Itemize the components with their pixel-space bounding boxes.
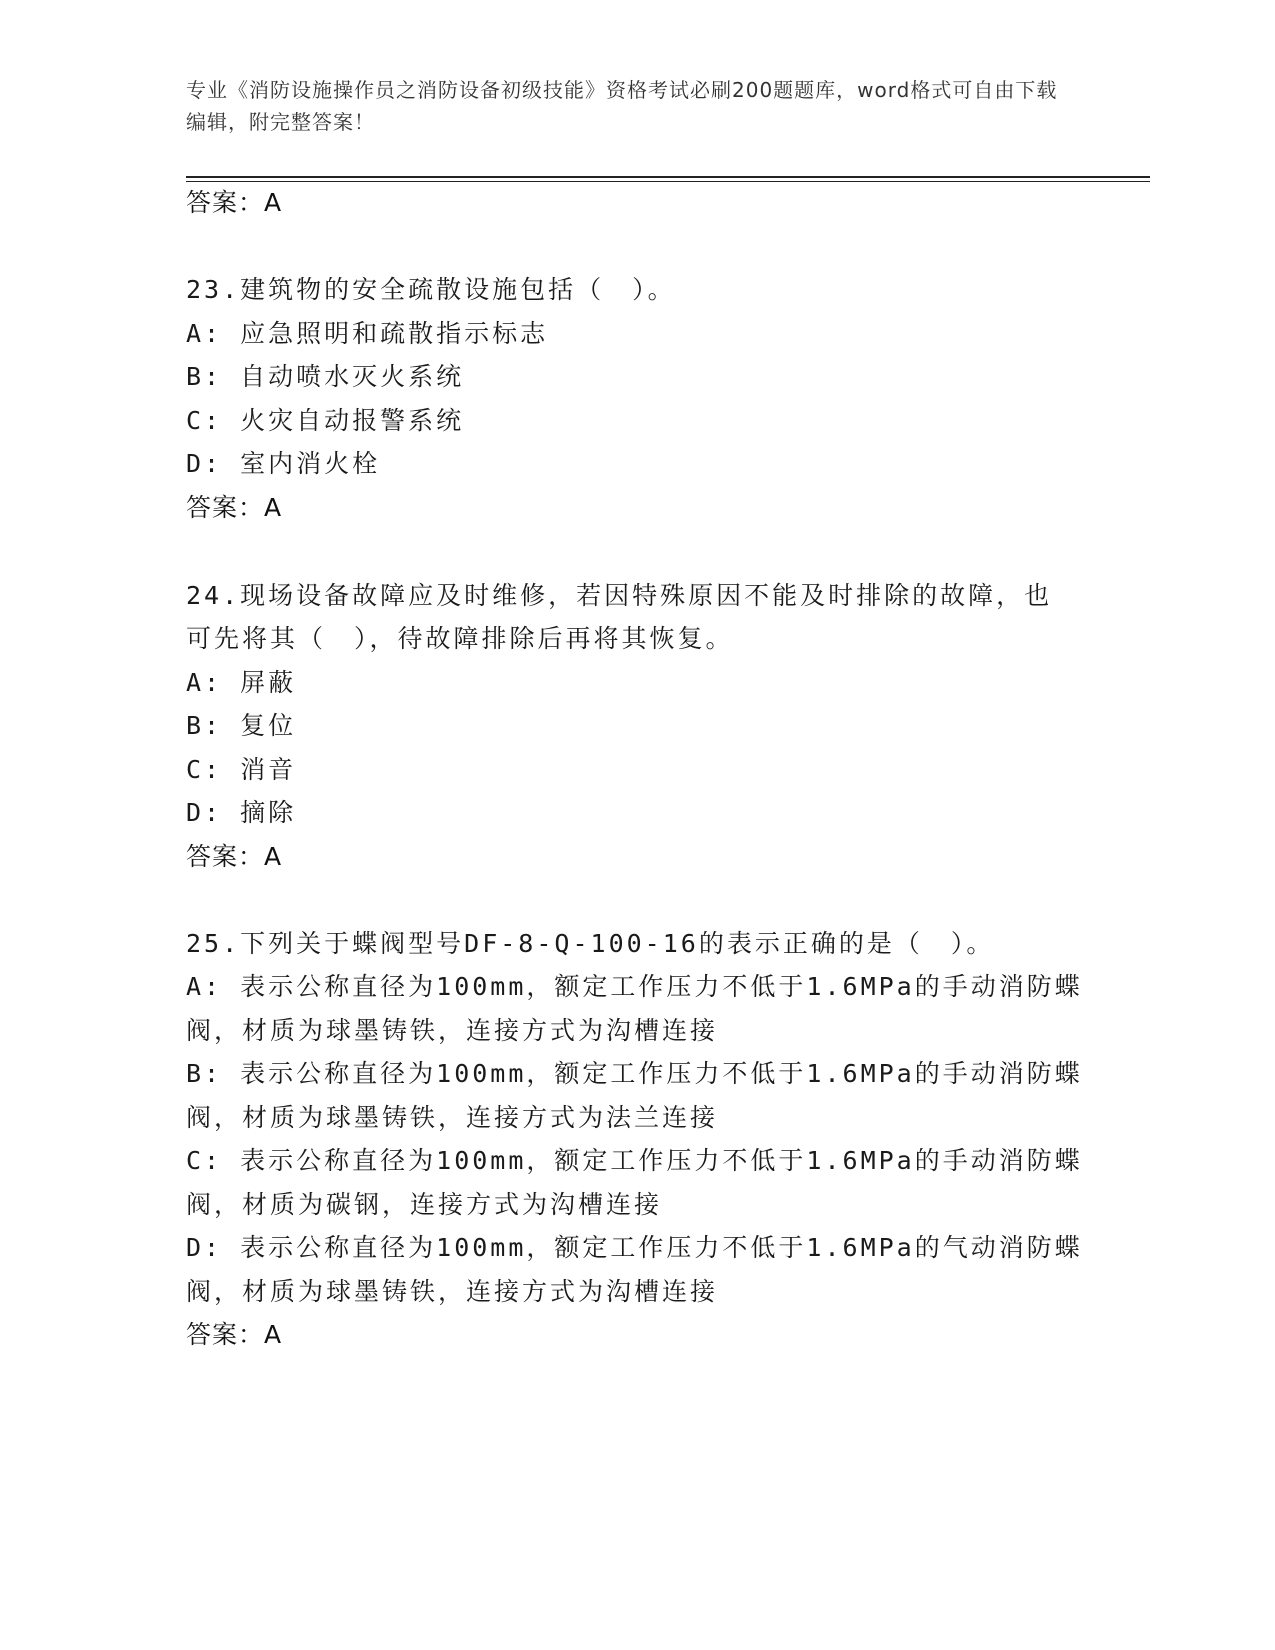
question-25-option-a-line-1: A: 表示公称直径为100mm，额定工作压力不低于1.6MPa的手动消防蝶 bbox=[186, 972, 1083, 1001]
question-24-option-b: B: 复位 bbox=[186, 711, 297, 740]
question-25-option-b-line-1: B: 表示公称直径为100mm，额定工作压力不低于1.6MPa的手动消防蝶 bbox=[186, 1059, 1083, 1088]
header-divider-thin bbox=[186, 181, 1150, 182]
question-25-stem: 25.下列关于蝶阀型号DF-8-Q-100-16的表示正确的是（ ）。 bbox=[186, 929, 995, 958]
question-25-option-d-line-1: D: 表示公称直径为100mm，额定工作压力不低于1.6MPa的气动消防蝶 bbox=[186, 1233, 1083, 1262]
question-25-option-b-line-2: 阀，材质为球墨铸铁，连接方式为法兰连接 bbox=[186, 1103, 719, 1132]
question-23-option-d: D: 室内消火栓 bbox=[186, 449, 381, 478]
question-24-stem-line-1: 24.现场设备故障应及时维修，若因特殊原因不能及时排除的故障，也 bbox=[186, 581, 1053, 610]
question-23-answer: 答案：A bbox=[186, 493, 283, 522]
question-23-stem: 23.建筑物的安全疏散设施包括（ ）。 bbox=[186, 275, 676, 304]
question-25-option-d-line-2: 阀，材质为球墨铸铁，连接方式为沟槽连接 bbox=[186, 1277, 719, 1306]
question-23-option-b: B: 自动喷水灭火系统 bbox=[186, 362, 465, 391]
question-24-option-c: C: 消音 bbox=[186, 755, 297, 784]
question-23-option-c: C: 火灾自动报警系统 bbox=[186, 406, 465, 435]
question-24-option-a: A: 屏蔽 bbox=[186, 668, 297, 697]
question-24-option-d: D: 摘除 bbox=[186, 798, 297, 827]
document-header: 专业《消防设施操作员之消防设备初级技能》资格考试必刷200题题库，word格式可自由下载编辑，附完整答案！ bbox=[186, 78, 1058, 134]
question-25-option-c-line-2: 阀，材质为碳钢，连接方式为沟槽连接 bbox=[186, 1190, 663, 1219]
question-25-option-a-line-2: 阀，材质为球墨铸铁，连接方式为沟槽连接 bbox=[186, 1016, 719, 1045]
previous-answer: 答案：A bbox=[186, 188, 283, 217]
question-25-option-c-line-1: C: 表示公称直径为100mm，额定工作压力不低于1.6MPa的手动消防蝶 bbox=[186, 1146, 1083, 1175]
question-25-answer: 答案：A bbox=[186, 1320, 283, 1349]
question-24-stem-line-2: 可先将其（ ），待故障排除后再将其恢复。 bbox=[186, 624, 734, 653]
question-24-answer: 答案：A bbox=[186, 842, 283, 871]
header-divider bbox=[186, 176, 1150, 178]
question-23-option-a: A: 应急照明和疏散指示标志 bbox=[186, 319, 549, 348]
